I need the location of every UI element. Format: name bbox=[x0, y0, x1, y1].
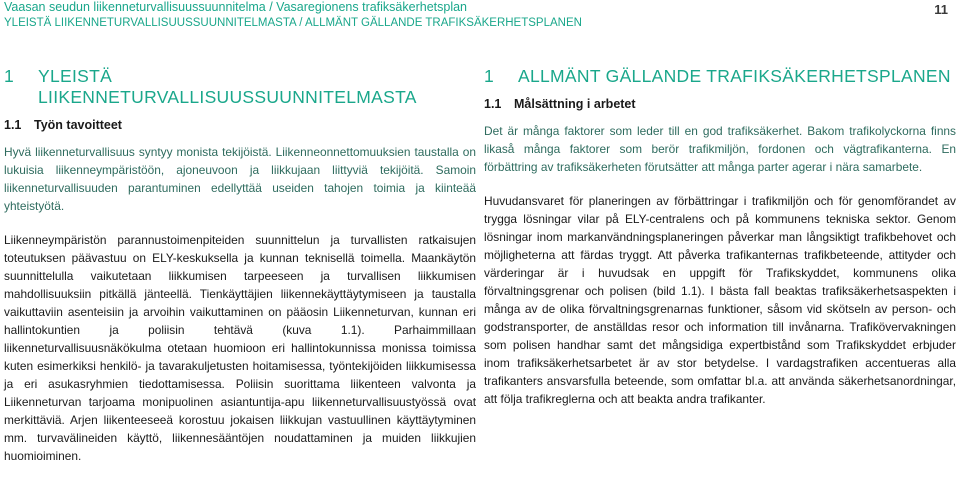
section-heading bbox=[4, 118, 476, 132]
finnish-column bbox=[4, 66, 476, 481]
body-paragraph: Huvudansvaret för planeringen av förbättringar i trafikmiljön och för genomförandet av trygga lösningar vilar på ELY-centralens och på kommunens tekniska sektor. Genom lösningar inom markanvändningsplaneringen påverkar man långsiktigt trafikbehovet och möjligheterna att färdas tryggt. Att påverka trafikanternas trafikbeteende, attityder och värderingar är i huvudsak en uppgift för Trafikskyddet, kommunens olika förvaltningsgrenar och polisen (bild 1.1). I bästa fall beaktas trafiksäkerhetsaspekten i många av de olika förvaltningsgrenarnas funktioner, såsom vid skötseln av person- och godstransporter, de anställdas resor och information till invånarna. Trafikövervakningen som polisen handhar samt det mångsidiga expertbistånd som Trafikskyddet erbjuder inom trafiksäkerhetsarbetet är av stor betydelse. I vardagstrafiken accentueras alla trafikanters ansvarsfulla beteende, som omfattar bl.a. att använda säkerhetsanordningar, att följa trafikreglerna och att beakta andra trafikanter. bbox=[484, 194, 956, 406]
section-number: 1.1 bbox=[4, 118, 22, 132]
chapter-title: YLEISTÄ LIIKENNETURVALLISUUSSUUNNITELMASTA bbox=[38, 66, 417, 107]
section-title: Työn tavoitteet bbox=[34, 118, 122, 132]
chapter-heading bbox=[484, 66, 956, 87]
section-number: 1.1 bbox=[484, 97, 502, 111]
chapter-number: 1 bbox=[4, 66, 15, 86]
section-title: Målsättning i arbetet bbox=[514, 97, 636, 111]
intro-paragraph: Hyvä liikenneturvallisuus syntyy monista tekijöistä. Liikenneonnettomuuksien taustalla on lukuisia liikenneympäristöön, ajoneuvoon ja liikkujaan liittyviä tekijöitä. Samoin liikenneturvallisuuden parantuminen edellyttää useiden tahojen toimia ja kiinteää yhteistyötä. bbox=[4, 145, 476, 213]
chapter-number: 1 bbox=[484, 66, 495, 86]
section-heading bbox=[484, 97, 956, 111]
header-title: Vaasan seudun liikenneturvallisuussuunnitelma / Vasaregionens trafiksäkerhetsplan bbox=[4, 0, 468, 14]
header-subtitle: YLEISTÄ LIIKENNETURVALLISUUSSUUNNITELMASTA / ALLMÄNT GÄLLANDE TRAFIKSÄKERHETSPLANEN bbox=[4, 17, 582, 29]
chapter-heading bbox=[4, 66, 476, 108]
body-paragraph: Liikenneympäristön parannustoimenpiteiden suunnittelun ja turvallisten ratkaisujen toteutuksen päävastuu on ELY-keskuksella ja kunnan teknisellä toimella. Maankäytön suunnittelulla vaikutetaan liikkumisen tarpeeseen ja turvallisen liikkumisen mahdollisuuksiin pitkällä jänteellä. Tienkäyttäjien liikennekäyttäytymiseen ja taustalla vaikuttaviin asenteisiin ja arvoihin vaikuttaminen on pääosin Liikenneturvan, kunnan eri hallintokuntien ja poliisin tehtävä (kuva 1.1). Parhaimmillaan liikenneturvallisuusnäkökulma otetaan huomioon eri hallintokunnissa monissa toimissa kuten esimerkiksi henkilö- ja tavarakuljetusten hoitamisessa, työntekijöiden liikkumisessa ja eri asukasryhmien tiedottamisessa. Poliisin suorittama liikenteen valvonta ja Liikenneturvan tarjoama monipuolinen asiantuntija-apu liikenneturvallisuustyössä ovat merkittäviä. Arjen liikenteeseeä korostuu jokaisen liikkujan vastuullinen käyttäytyminen mm. turvavälineiden käyttö, liikennesääntöjen noudattaminen ja muiden liikkujien huomioiminen. bbox=[4, 233, 476, 463]
swedish-column bbox=[484, 66, 956, 424]
page-number: 11 bbox=[934, 2, 948, 17]
chapter-title: ALLMÄNT GÄLLANDE TRAFIKSÄKERHETSPLANEN bbox=[518, 66, 951, 86]
running-header bbox=[0, 0, 960, 40]
intro-paragraph: Det är många faktorer som leder till en god trafiksäkerhet. Bakom trafikolyckorna finns likaså många faktorer som berör trafikmiljön, fordonen och vägtrafikanterna. En förbättring av trafiksäkerheten förutsätter att många parter agerar i nära samarbete. bbox=[484, 124, 956, 174]
